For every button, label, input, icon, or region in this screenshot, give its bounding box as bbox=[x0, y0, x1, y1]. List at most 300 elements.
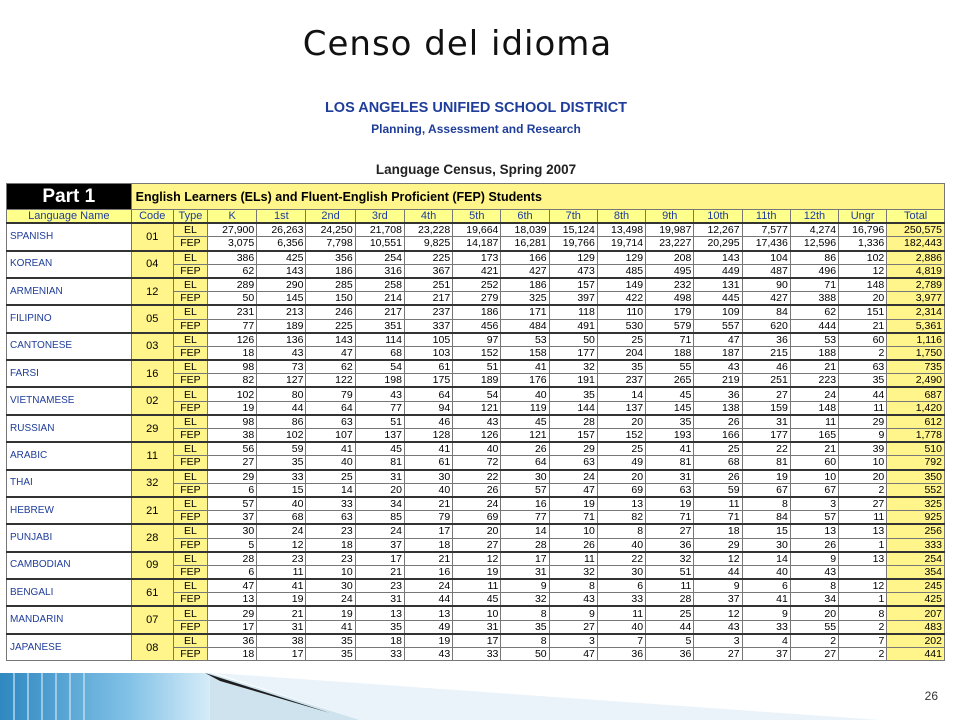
grade-count-cell: 189 bbox=[257, 319, 306, 333]
grade-count-cell: 11 bbox=[694, 497, 742, 511]
grade-count-cell: 136 bbox=[257, 333, 306, 347]
grade-count-cell: 109 bbox=[694, 305, 742, 319]
grade-count-cell: 11 bbox=[790, 415, 838, 429]
grade-count-cell: 35 bbox=[597, 360, 645, 374]
grade-count-cell: 51 bbox=[355, 415, 404, 429]
column-header: 2nd bbox=[306, 210, 355, 224]
grade-count-cell: 35 bbox=[306, 634, 355, 648]
grade-count-cell: 122 bbox=[306, 374, 355, 388]
grade-count-cell: 145 bbox=[257, 292, 306, 306]
grade-count-cell: 2 bbox=[790, 634, 838, 648]
grade-count-cell: 388 bbox=[790, 292, 838, 306]
grade-count-cell: 26 bbox=[453, 483, 501, 497]
language-name: FARSI bbox=[7, 360, 132, 387]
grade-count-cell: 445 bbox=[694, 292, 742, 306]
grade-count-cell: 43 bbox=[404, 648, 452, 661]
grade-count-cell: 18 bbox=[208, 346, 257, 360]
grade-count-cell: 1 bbox=[839, 593, 887, 607]
grade-count-cell: 17,436 bbox=[742, 237, 790, 251]
grade-count-cell: 41 bbox=[257, 579, 306, 593]
grade-count-cell: 35 bbox=[549, 387, 597, 401]
grade-count-cell: 82 bbox=[597, 511, 645, 525]
grade-count-cell: 16,281 bbox=[501, 237, 549, 251]
grade-count-cell: 177 bbox=[742, 429, 790, 443]
grade-count-cell: 18 bbox=[404, 538, 452, 552]
grade-count-cell: 8 bbox=[501, 634, 549, 648]
grade-count-cell: 47 bbox=[694, 333, 742, 347]
grade-count-cell: 27 bbox=[646, 524, 694, 538]
grade-count-cell: 171 bbox=[501, 305, 549, 319]
grade-count-cell: 37 bbox=[742, 648, 790, 661]
language-name: FILIPINO bbox=[7, 305, 132, 332]
grade-count-cell: 39 bbox=[839, 442, 887, 456]
grade-count-cell: 21 bbox=[404, 552, 452, 566]
grade-count-cell: 219 bbox=[694, 374, 742, 388]
student-type: FEP bbox=[173, 565, 207, 579]
grade-count-cell: 62 bbox=[306, 360, 355, 374]
grade-count-cell: 2 bbox=[839, 483, 887, 497]
grade-count-cell: 72 bbox=[453, 456, 501, 470]
grade-count-cell: 107 bbox=[306, 429, 355, 443]
grade-count-cell: 23,227 bbox=[646, 237, 694, 251]
total-cell: 4,819 bbox=[887, 264, 945, 278]
grade-count-cell: 24,250 bbox=[306, 223, 355, 237]
column-header: 8th bbox=[597, 210, 645, 224]
student-type: EL bbox=[173, 333, 207, 347]
grade-count-cell: 41 bbox=[742, 593, 790, 607]
grade-count-cell: 33 bbox=[597, 593, 645, 607]
grade-count-cell: 10 bbox=[790, 470, 838, 484]
grade-count-cell: 24 bbox=[355, 524, 404, 538]
grade-count-cell: 46 bbox=[742, 360, 790, 374]
grade-count-cell: 10 bbox=[306, 565, 355, 579]
language-name: MANDARIN bbox=[7, 606, 132, 633]
grade-count-cell: 40 bbox=[597, 620, 645, 634]
grade-count-cell: 84 bbox=[742, 305, 790, 319]
grade-count-cell: 33 bbox=[453, 648, 501, 661]
grade-count-cell: 31 bbox=[646, 470, 694, 484]
grade-count-cell: 186 bbox=[306, 264, 355, 278]
total-cell: 425 bbox=[887, 593, 945, 607]
grade-count-cell: 193 bbox=[646, 429, 694, 443]
grade-count-cell: 84 bbox=[742, 511, 790, 525]
grade-count-cell: 337 bbox=[404, 319, 452, 333]
grade-count-cell: 148 bbox=[790, 401, 838, 415]
grade-count-cell: 44 bbox=[257, 401, 306, 415]
table-row bbox=[7, 552, 945, 566]
grade-count-cell: 25 bbox=[597, 333, 645, 347]
grade-count-cell: 57 bbox=[208, 497, 257, 511]
grade-count-cell: 118 bbox=[549, 305, 597, 319]
grade-count-cell: 9 bbox=[694, 579, 742, 593]
grade-count-cell: 13 bbox=[839, 524, 887, 538]
grade-count-cell: 186 bbox=[501, 278, 549, 292]
grade-count-cell: 18,039 bbox=[501, 223, 549, 237]
total-cell: 1,750 bbox=[887, 346, 945, 360]
grade-count-cell: 27 bbox=[742, 387, 790, 401]
grade-count-cell: 13 bbox=[839, 552, 887, 566]
grade-count-cell: 85 bbox=[355, 511, 404, 525]
grade-count-cell: 557 bbox=[694, 319, 742, 333]
language-name: SPANISH bbox=[7, 223, 132, 250]
total-cell: 2,314 bbox=[887, 305, 945, 319]
student-type: EL bbox=[173, 305, 207, 319]
grade-count-cell: 19 bbox=[453, 565, 501, 579]
grade-count-cell: 6 bbox=[742, 579, 790, 593]
grade-count-cell: 40 bbox=[742, 565, 790, 579]
student-type: FEP bbox=[173, 264, 207, 278]
grade-count-cell: 11 bbox=[839, 401, 887, 415]
part-label: Part 1 bbox=[7, 184, 132, 210]
grade-count-cell: 21 bbox=[404, 497, 452, 511]
grade-count-cell: 40 bbox=[501, 387, 549, 401]
grade-count-cell: 47 bbox=[549, 648, 597, 661]
grade-count-cell: 36 bbox=[208, 634, 257, 648]
grade-count-cell: 55 bbox=[646, 360, 694, 374]
grade-count-cell: 17 bbox=[453, 634, 501, 648]
grade-count-cell: 49 bbox=[597, 456, 645, 470]
total-cell: 245 bbox=[887, 579, 945, 593]
grade-count-cell: 9 bbox=[501, 579, 549, 593]
total-cell: 3,977 bbox=[887, 292, 945, 306]
grade-count-cell: 61 bbox=[404, 456, 452, 470]
language-code: 11 bbox=[131, 442, 173, 469]
grade-count-cell: 620 bbox=[742, 319, 790, 333]
column-header: 3rd bbox=[355, 210, 404, 224]
student-type: EL bbox=[173, 278, 207, 292]
grade-count-cell: 18 bbox=[694, 524, 742, 538]
grade-count-cell: 23 bbox=[306, 524, 355, 538]
grade-count-cell: 15,124 bbox=[549, 223, 597, 237]
grade-count-cell: 79 bbox=[306, 387, 355, 401]
grade-count-cell: 10 bbox=[453, 606, 501, 620]
grade-count-cell: 127 bbox=[257, 374, 306, 388]
grade-count-cell: 449 bbox=[694, 264, 742, 278]
language-code: 29 bbox=[131, 415, 173, 442]
grade-count-cell: 6 bbox=[208, 483, 257, 497]
column-header: 11th bbox=[742, 210, 790, 224]
bottom-decoration bbox=[0, 673, 960, 720]
grade-count-cell: 102 bbox=[839, 251, 887, 265]
grade-count-cell: 2 bbox=[839, 346, 887, 360]
department-name: Planning, Assessment and Research bbox=[371, 122, 581, 136]
grade-count-cell: 45 bbox=[646, 387, 694, 401]
column-header: 4th bbox=[404, 210, 452, 224]
grade-count-cell: 63 bbox=[549, 456, 597, 470]
student-type: FEP bbox=[173, 374, 207, 388]
grade-count-cell: 10,551 bbox=[355, 237, 404, 251]
student-type: EL bbox=[173, 634, 207, 648]
language-name: THAI bbox=[7, 470, 132, 497]
grade-count-cell: 19 bbox=[306, 606, 355, 620]
grade-count-cell: 45 bbox=[501, 415, 549, 429]
grade-count-cell: 2 bbox=[839, 620, 887, 634]
column-header: Ungr bbox=[839, 210, 887, 224]
language-census-table bbox=[6, 183, 945, 661]
table-row bbox=[7, 251, 945, 265]
student-type: EL bbox=[173, 552, 207, 566]
language-code: 12 bbox=[131, 278, 173, 305]
grade-count-cell: 177 bbox=[549, 346, 597, 360]
student-type: FEP bbox=[173, 593, 207, 607]
grade-count-cell: 32 bbox=[501, 593, 549, 607]
grade-count-cell: 44 bbox=[646, 620, 694, 634]
grade-count-cell: 30 bbox=[208, 524, 257, 538]
grade-count-cell: 149 bbox=[597, 278, 645, 292]
grade-count-cell: 34 bbox=[355, 497, 404, 511]
grade-count-cell: 38 bbox=[257, 634, 306, 648]
column-header: 5th bbox=[453, 210, 501, 224]
grade-count-cell: 19 bbox=[404, 634, 452, 648]
grade-count-cell: 29 bbox=[694, 538, 742, 552]
total-cell: 333 bbox=[887, 538, 945, 552]
grade-count-cell: 213 bbox=[257, 305, 306, 319]
language-name: PUNJABI bbox=[7, 524, 132, 551]
grade-count-cell: 159 bbox=[742, 401, 790, 415]
grade-count-cell: 246 bbox=[306, 305, 355, 319]
grade-count-cell: 55 bbox=[790, 620, 838, 634]
grade-count-cell: 19,664 bbox=[453, 223, 501, 237]
column-header: 9th bbox=[646, 210, 694, 224]
grade-count-cell: 17 bbox=[257, 648, 306, 661]
student-type: EL bbox=[173, 470, 207, 484]
grade-count-cell: 63 bbox=[306, 415, 355, 429]
grade-count-cell: 225 bbox=[404, 251, 452, 265]
student-type: FEP bbox=[173, 429, 207, 443]
grade-count-cell: 498 bbox=[646, 292, 694, 306]
grade-count-cell: 145 bbox=[646, 401, 694, 415]
grade-count-cell: 11 bbox=[549, 552, 597, 566]
grade-count-cell: 27 bbox=[790, 648, 838, 661]
grade-count-cell: 11 bbox=[257, 565, 306, 579]
grade-count-cell: 68 bbox=[355, 346, 404, 360]
grade-count-cell: 27 bbox=[694, 648, 742, 661]
total-cell: 612 bbox=[887, 415, 945, 429]
grade-count-cell: 40 bbox=[257, 497, 306, 511]
column-header: 6th bbox=[501, 210, 549, 224]
grade-count-cell: 33 bbox=[306, 497, 355, 511]
grade-count-cell: 20 bbox=[790, 606, 838, 620]
grade-count-cell: 28 bbox=[208, 552, 257, 566]
language-code: 32 bbox=[131, 470, 173, 497]
grade-count-cell: 13 bbox=[355, 606, 404, 620]
language-name: RUSSIAN bbox=[7, 415, 132, 442]
language-code: 01 bbox=[131, 223, 173, 250]
grade-count-cell: 173 bbox=[453, 251, 501, 265]
grade-count-cell: 258 bbox=[355, 278, 404, 292]
grade-count-cell: 19 bbox=[742, 470, 790, 484]
grade-count-cell: 27,900 bbox=[208, 223, 257, 237]
student-type: FEP bbox=[173, 511, 207, 525]
grade-count-cell: 21 bbox=[257, 606, 306, 620]
language-code: 04 bbox=[131, 251, 173, 278]
grade-count-cell: 26 bbox=[790, 538, 838, 552]
grade-count-cell: 114 bbox=[355, 333, 404, 347]
student-type: FEP bbox=[173, 319, 207, 333]
grade-count-cell: 49 bbox=[404, 620, 452, 634]
language-code: 16 bbox=[131, 360, 173, 387]
total-cell: 2,886 bbox=[887, 251, 945, 265]
grade-count-cell: 20 bbox=[355, 483, 404, 497]
grade-count-cell: 14 bbox=[501, 524, 549, 538]
total-cell: 925 bbox=[887, 511, 945, 525]
grade-count-cell: 24 bbox=[790, 387, 838, 401]
grade-count-cell: 40 bbox=[404, 483, 452, 497]
grade-count-cell: 43 bbox=[355, 387, 404, 401]
grade-count-cell: 41 bbox=[646, 442, 694, 456]
grade-count-cell: 30 bbox=[306, 579, 355, 593]
grade-count-cell: 32 bbox=[549, 360, 597, 374]
grade-count-cell: 28 bbox=[646, 593, 694, 607]
grade-count-cell: 285 bbox=[306, 278, 355, 292]
grade-count-cell: 77 bbox=[208, 319, 257, 333]
grade-count-cell: 1 bbox=[839, 538, 887, 552]
grade-count-cell: 126 bbox=[208, 333, 257, 347]
student-type: EL bbox=[173, 497, 207, 511]
grade-count-cell: 26 bbox=[501, 442, 549, 456]
grade-count-cell: 57 bbox=[790, 511, 838, 525]
grade-count-cell: 19 bbox=[646, 497, 694, 511]
grade-count-cell: 24 bbox=[453, 497, 501, 511]
grade-count-cell: 44 bbox=[404, 593, 452, 607]
language-name: ARMENIAN bbox=[7, 278, 132, 305]
student-type: EL bbox=[173, 223, 207, 237]
grade-count-cell: 17 bbox=[404, 524, 452, 538]
grade-count-cell: 26 bbox=[694, 470, 742, 484]
total-cell: 256 bbox=[887, 524, 945, 538]
grade-count-cell: 20 bbox=[597, 470, 645, 484]
grade-count-cell: 104 bbox=[742, 251, 790, 265]
language-name: VIETNAMESE bbox=[7, 387, 132, 414]
grade-count-cell: 81 bbox=[742, 456, 790, 470]
grade-count-cell: 25 bbox=[597, 442, 645, 456]
column-header: 7th bbox=[549, 210, 597, 224]
grade-count-cell: 59 bbox=[694, 483, 742, 497]
table-row bbox=[7, 524, 945, 538]
grade-count-cell: 64 bbox=[404, 387, 452, 401]
language-code: 09 bbox=[131, 552, 173, 579]
grade-count-cell: 45 bbox=[453, 593, 501, 607]
grade-count-cell: 129 bbox=[597, 251, 645, 265]
grade-count-cell: 19,987 bbox=[646, 223, 694, 237]
grade-count-cell: 43 bbox=[694, 620, 742, 634]
grade-count-cell: 19 bbox=[549, 497, 597, 511]
total-cell: 182,443 bbox=[887, 237, 945, 251]
table-row bbox=[7, 579, 945, 593]
language-name: BENGALI bbox=[7, 579, 132, 606]
grade-count-cell: 16,796 bbox=[839, 223, 887, 237]
total-cell: 510 bbox=[887, 442, 945, 456]
grade-count-cell: 487 bbox=[742, 264, 790, 278]
grade-count-cell: 86 bbox=[257, 415, 306, 429]
grade-count-cell: 397 bbox=[549, 292, 597, 306]
grade-count-cell: 23 bbox=[306, 552, 355, 566]
grade-count-cell: 63 bbox=[646, 483, 694, 497]
grade-count-cell: 191 bbox=[549, 374, 597, 388]
grade-count-cell: 102 bbox=[208, 387, 257, 401]
grade-count-cell: 67 bbox=[742, 483, 790, 497]
grade-count-cell: 18 bbox=[306, 538, 355, 552]
language-code: 08 bbox=[131, 634, 173, 661]
grade-count-cell: 30 bbox=[742, 538, 790, 552]
grade-count-cell: 21 bbox=[790, 360, 838, 374]
grade-count-cell: 35 bbox=[646, 415, 694, 429]
grade-count-cell: 4 bbox=[742, 634, 790, 648]
grade-count-cell: 217 bbox=[404, 292, 452, 306]
grade-count-cell: 18 bbox=[355, 634, 404, 648]
grade-count-cell: 61 bbox=[404, 360, 452, 374]
grade-count-cell: 27 bbox=[208, 456, 257, 470]
grade-count-cell: 81 bbox=[646, 456, 694, 470]
grade-count-cell: 24 bbox=[306, 593, 355, 607]
grade-count-cell: 473 bbox=[549, 264, 597, 278]
grade-count-cell: 26 bbox=[694, 415, 742, 429]
student-type: FEP bbox=[173, 237, 207, 251]
total-cell: 202 bbox=[887, 634, 945, 648]
grade-count-cell: 175 bbox=[404, 374, 452, 388]
table-row bbox=[7, 360, 945, 374]
grade-count-cell: 152 bbox=[597, 429, 645, 443]
grade-count-cell: 54 bbox=[355, 360, 404, 374]
grade-count-cell: 126 bbox=[453, 429, 501, 443]
grade-count-cell: 60 bbox=[790, 456, 838, 470]
student-type: EL bbox=[173, 251, 207, 265]
grade-count-cell: 386 bbox=[208, 251, 257, 265]
grade-count-cell: 26 bbox=[549, 538, 597, 552]
grade-count-cell: 22 bbox=[597, 552, 645, 566]
student-type: FEP bbox=[173, 483, 207, 497]
grade-count-cell: 6 bbox=[597, 579, 645, 593]
grade-count-cell: 7 bbox=[597, 634, 645, 648]
grade-count-cell: 143 bbox=[257, 264, 306, 278]
grade-count-cell: 30 bbox=[501, 470, 549, 484]
grade-count-cell: 316 bbox=[355, 264, 404, 278]
grade-count-cell: 225 bbox=[306, 319, 355, 333]
grade-count-cell: 90 bbox=[742, 278, 790, 292]
grade-count-cell: 94 bbox=[404, 401, 452, 415]
grade-count-cell: 150 bbox=[306, 292, 355, 306]
grade-count-cell: 25 bbox=[306, 470, 355, 484]
table-row bbox=[7, 305, 945, 319]
grade-count-cell: 31 bbox=[742, 415, 790, 429]
grade-count-cell: 71 bbox=[646, 333, 694, 347]
grade-count-cell: 144 bbox=[549, 401, 597, 415]
grade-count-cell: 5 bbox=[208, 538, 257, 552]
grade-count-cell: 43 bbox=[790, 565, 838, 579]
grade-count-cell: 62 bbox=[208, 264, 257, 278]
total-cell: 350 bbox=[887, 470, 945, 484]
grade-count-cell: 79 bbox=[404, 511, 452, 525]
grade-count-cell: 50 bbox=[208, 292, 257, 306]
grade-count-cell: 32 bbox=[549, 565, 597, 579]
grade-count-cell: 11 bbox=[597, 606, 645, 620]
table-row bbox=[7, 442, 945, 456]
grade-count-cell: 20 bbox=[453, 524, 501, 538]
table-row bbox=[7, 470, 945, 484]
table-row bbox=[7, 634, 945, 648]
grade-count-cell: 129 bbox=[549, 251, 597, 265]
total-cell: 5,361 bbox=[887, 319, 945, 333]
total-cell: 483 bbox=[887, 620, 945, 634]
grade-count-cell: 21 bbox=[839, 319, 887, 333]
grade-count-cell: 17 bbox=[355, 552, 404, 566]
grade-count-cell: 36 bbox=[646, 538, 694, 552]
column-header: Total bbox=[887, 210, 945, 224]
language-name: CAMBODIAN bbox=[7, 552, 132, 579]
student-type: EL bbox=[173, 360, 207, 374]
grade-count-cell: 27 bbox=[453, 538, 501, 552]
grade-count-cell: 53 bbox=[501, 333, 549, 347]
